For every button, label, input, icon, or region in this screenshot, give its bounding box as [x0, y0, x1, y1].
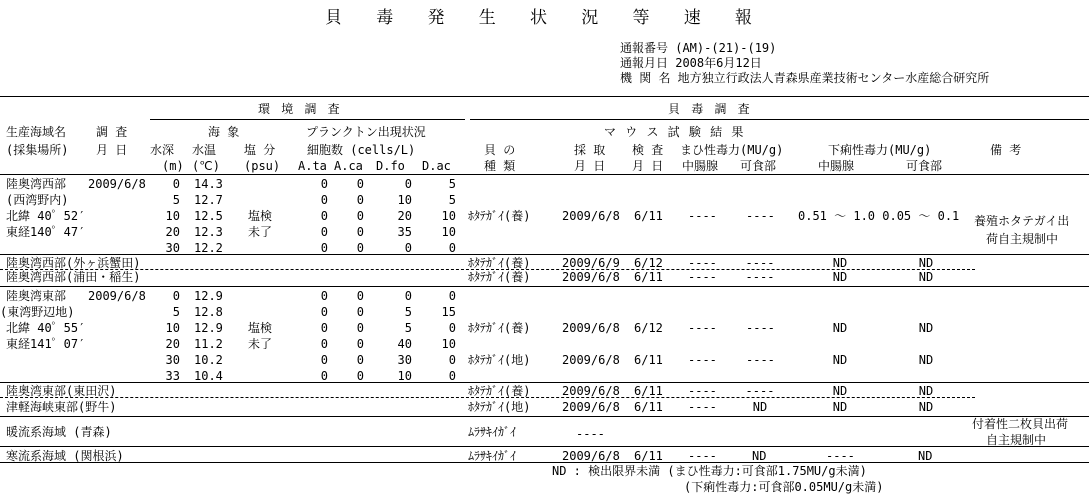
env-aca: 0	[356, 337, 364, 351]
row-psp-midgut: ----	[688, 270, 717, 284]
row-dashed-rule	[0, 397, 975, 398]
env-dfo: 30	[397, 353, 412, 367]
header-ocean: 海 象	[208, 125, 240, 139]
group1-salinity-2: 未了	[248, 225, 273, 239]
header-salinity: 塩 分	[244, 143, 276, 157]
header-psp: まひ性毒力(MU/g)	[680, 143, 784, 157]
header-mouse-test: マ ウ ス 試 験 結 果	[604, 125, 745, 139]
env-dac: 0	[448, 289, 456, 303]
header-area-sub: (採集場所)	[6, 143, 69, 157]
result-inspect: 6/11	[634, 353, 663, 367]
row-collect: 2009/6/9	[562, 256, 620, 270]
env-temp: 14.3	[194, 177, 223, 191]
env-depth: 33	[165, 369, 180, 383]
env-aca: 0	[356, 209, 364, 223]
table-bottom-rule	[0, 462, 1089, 463]
cold-area: 寒流系海域 (関根浜)	[6, 449, 124, 463]
env-temp: 12.8	[194, 305, 223, 319]
report-date: 通報月日 2008年6月12日	[620, 56, 762, 70]
cold-psp-midgut: ----	[688, 449, 717, 463]
env-aca: 0	[356, 241, 364, 255]
cold-inspect: 6/11	[634, 449, 663, 463]
result-dsp-midgut: ND	[832, 321, 848, 335]
env-dfo: 35	[397, 225, 412, 239]
env-ata: 0	[320, 193, 328, 207]
env-depth: 30	[165, 353, 180, 367]
result-inspect: 6/12	[634, 321, 663, 335]
env-aca: 0	[356, 193, 364, 207]
footer-note-dsp: (下痢性毒力:可食部0.05MU/g未満)	[684, 480, 884, 494]
env-ata: 0	[320, 369, 328, 383]
header-shell: 貝 の	[484, 143, 516, 157]
group1-salinity-1: 塩検	[248, 209, 273, 223]
group1-inspect: 6/11	[634, 209, 663, 223]
row-area: 陸奥湾西部(浦田・稲生)	[6, 270, 141, 284]
row-shell: ﾎﾀﾃｶﾞｲ(養)	[468, 270, 531, 284]
header-psp-midgut: 中腸腺	[682, 159, 719, 173]
header-collect: 採 取	[574, 143, 606, 157]
group1-collect: 2009/6/8	[562, 209, 620, 223]
env-dac: 15	[441, 305, 456, 319]
row-psp-edible: ----	[745, 384, 775, 398]
env-dac: 0	[448, 241, 456, 255]
env-depth: 10	[165, 209, 180, 223]
header-depth: 水深	[150, 143, 175, 157]
env-ata: 0	[320, 177, 328, 191]
env-dfo: 10	[397, 369, 412, 383]
row-dsp-midgut: ND	[832, 256, 848, 270]
env-dac: 10	[441, 209, 456, 223]
group1-psp-edible: ----	[746, 209, 775, 223]
header-temp: 水温	[192, 143, 217, 157]
env-ata: 0	[320, 241, 328, 255]
row-collect: 2009/6/8	[562, 400, 620, 414]
row-dsp-edible: ND	[918, 270, 934, 284]
header-area: 生産海域名	[6, 125, 67, 139]
env-dac: 5	[448, 193, 456, 207]
row-area: 陸奥湾東部(東田沢)	[6, 384, 117, 398]
env-temp: 12.7	[194, 193, 223, 207]
env-aca: 0	[356, 225, 364, 239]
env-temp: 12.9	[194, 321, 223, 335]
result-collect: 2009/6/8	[562, 321, 620, 335]
row-dsp-edible: ND	[918, 384, 934, 398]
group2-salinity-2: 未了	[248, 337, 273, 351]
header-survey-date: 月 日	[96, 143, 128, 157]
group2-bottom-rule	[0, 382, 1089, 383]
result-shell: ﾎﾀﾃｶﾞｲ(養)	[468, 321, 531, 335]
header-salinity-unit: (psu)	[244, 159, 281, 173]
warm-area: 暖流系海域 (青森)	[6, 425, 112, 439]
cold-dsp-midgut: ----	[826, 449, 855, 463]
env-dfo: 5	[404, 305, 412, 319]
group2-survey-date: 2009/6/8	[88, 289, 146, 303]
env-aca: 0	[356, 305, 364, 319]
row-psp-midgut: ----	[688, 400, 717, 414]
header-collect-date: 月 日	[574, 159, 606, 173]
row-dsp-midgut: ND	[832, 400, 848, 414]
env-aca: 0	[356, 289, 364, 303]
group1-shell: ﾎﾀﾃｶﾞｲ(養)	[468, 209, 531, 223]
result-collect: 2009/6/8	[562, 353, 620, 367]
env-dac: 5	[448, 177, 456, 191]
result-dsp-midgut: ND	[832, 353, 848, 367]
cold-psp-edible: ND	[752, 449, 767, 463]
cold-top-rule	[0, 446, 1089, 447]
env-ata: 0	[320, 337, 328, 351]
env-dfo: 5	[404, 321, 412, 335]
env-ata: 0	[320, 289, 328, 303]
cold-shell: ﾑﾗｻｷｲｶﾞｲ	[468, 449, 517, 463]
header-psp-edible: 可食部	[740, 159, 777, 173]
header-dsp: 下痢性毒力(MU/g)	[828, 143, 932, 157]
result-dsp-edible: ND	[918, 353, 934, 367]
env-aca: 0	[356, 353, 364, 367]
env-depth: 20	[165, 337, 180, 351]
row-psp-midgut: ----	[688, 384, 717, 398]
header-cells: 細胞数 (cells/L)	[307, 143, 416, 157]
warm-dash: ----	[576, 427, 605, 441]
header-depth-unit: (m)	[162, 159, 184, 173]
row-inspect: 6/12	[634, 256, 663, 270]
env-dfo: 0	[404, 241, 412, 255]
footer-note-nd: ND : 検出限界未満 (まひ性毒力:可食部1.75MU/g未満)	[552, 464, 867, 478]
row-psp-edible: ----	[745, 256, 775, 270]
env-depth: 10	[165, 321, 180, 335]
env-temp: 12.5	[194, 209, 223, 223]
group1-lon: 東経140゜47′	[6, 225, 86, 239]
group1-psp-midgut: ----	[688, 209, 717, 223]
env-aca: 0	[356, 177, 364, 191]
header-inspect-date: 月 日	[632, 159, 664, 173]
env-temp: 12.3	[194, 225, 223, 239]
header-toxin-survey: 貝 毒 調 査	[668, 102, 752, 116]
group1-area-sub: (西湾野内)	[6, 193, 69, 207]
group1-area: 陸奥湾西部	[6, 177, 67, 191]
env-dac: 10	[441, 337, 456, 351]
group1-remark-2: 荷自主規制中	[986, 232, 1059, 246]
header-env-survey: 環 境 調 査	[258, 102, 342, 116]
header-dsp-midgut: 中腸腺	[818, 159, 855, 173]
result-shell: ﾎﾀﾃｶﾞｲ(地)	[468, 353, 531, 367]
header-plankton: プランクトン出現状況	[306, 125, 426, 139]
group2-area-sub: (東湾野辺地)	[0, 305, 75, 319]
cold-dsp-edible: ND	[918, 449, 933, 463]
header-inspect: 検 査	[632, 143, 664, 157]
header-remarks: 備 考	[990, 143, 1022, 157]
header-ata: A.ta	[298, 159, 327, 173]
env-dfo: 10	[397, 193, 412, 207]
group2-area: 陸奥湾東部	[6, 289, 67, 303]
row-area: 津軽海峡東部(野牛)	[6, 400, 117, 414]
env-depth: 0	[172, 289, 180, 303]
env-ata: 0	[320, 305, 328, 319]
row-psp-edible: ND	[752, 400, 768, 414]
env-temp: 12.2	[194, 241, 223, 255]
env-temp: 11.2	[194, 337, 223, 351]
group2-salinity-1: 塩検	[248, 321, 273, 335]
group1-survey-date: 2009/6/8	[88, 177, 146, 191]
header-temp-unit: (℃)	[192, 159, 220, 173]
row-area: 陸奥湾西部(外ヶ浜蟹田)	[6, 256, 141, 270]
env-depth: 30	[165, 241, 180, 255]
row-psp-midgut: ----	[688, 256, 717, 270]
row-dsp-edible: ND	[918, 400, 934, 414]
env-dfo: 20	[397, 209, 412, 223]
row-inspect: 6/11	[634, 384, 663, 398]
row-collect: 2009/6/8	[562, 270, 620, 284]
header-dsp-edible: 可食部	[906, 159, 943, 173]
env-dfo: 40	[397, 337, 412, 351]
row-dsp-midgut: ND	[832, 384, 848, 398]
group1-lat: 北緯 40゜52′	[6, 209, 86, 223]
group1-dsp: 0.51 ～ 1.0 0.05 ～ 0.1	[798, 209, 960, 223]
group2-lon: 東経141゜07′	[6, 337, 86, 351]
header-toxin-rule	[470, 119, 1089, 120]
header-survey: 調 査	[96, 125, 128, 139]
result-psp-edible: ----	[746, 321, 775, 335]
group2-lat: 北緯 40゜55′	[6, 321, 86, 335]
env-dac: 0	[448, 369, 456, 383]
env-ata: 0	[320, 225, 328, 239]
env-aca: 0	[356, 321, 364, 335]
warm-shell: ﾑﾗｻｷｲｶﾞｲ	[468, 425, 517, 439]
env-depth: 5	[172, 193, 180, 207]
page-title: 貝 毒 発 生 状 況 等 速 報	[325, 8, 764, 28]
env-temp: 10.4	[194, 369, 223, 383]
table-top-rule	[0, 96, 1089, 97]
env-aca: 0	[356, 369, 364, 383]
row-shell: ﾎﾀﾃｶﾞｲ(地)	[468, 400, 531, 414]
header-dac: D.ac	[422, 159, 451, 173]
report-number: 通報番号 (AM)-(21)-(19)	[620, 41, 777, 55]
env-ata: 0	[320, 209, 328, 223]
group1-remark-1: 養殖ホタテガイ出	[974, 214, 1070, 228]
row-collect: 2009/6/8	[562, 384, 620, 398]
row-inspect: 6/11	[634, 270, 663, 284]
env-dfo: 0	[404, 177, 412, 191]
warm-top-rule	[0, 416, 1089, 417]
result-psp-edible: ----	[746, 353, 775, 367]
group1-bottom-rule	[0, 254, 1089, 255]
env-ata: 0	[320, 353, 328, 367]
result-psp-midgut: ----	[688, 353, 717, 367]
row-inspect: 6/11	[634, 400, 663, 414]
env-dfo: 0	[404, 289, 412, 303]
row-shell: ﾎﾀﾃｶﾞｲ(養)	[468, 384, 531, 398]
cold-collect: 2009/6/8	[562, 449, 620, 463]
result-dsp-edible: ND	[918, 321, 934, 335]
header-bottom-rule	[0, 174, 1089, 175]
header-dfo: D.fo	[376, 159, 405, 173]
header-aca: A.ca	[334, 159, 363, 173]
env-dac: 10	[441, 225, 456, 239]
env-dac: 0	[448, 321, 456, 335]
report-agency: 機 関 名 地方独立行政法人青森県産業技術センター水産総合研究所	[620, 71, 990, 85]
env-depth: 20	[165, 225, 180, 239]
result-psp-midgut: ----	[688, 321, 717, 335]
env-ata: 0	[320, 321, 328, 335]
row-psp-edible: ----	[745, 270, 775, 284]
env-temp: 10.2	[194, 353, 223, 367]
env-temp: 12.9	[194, 289, 223, 303]
row-dsp-midgut: ND	[832, 270, 848, 284]
warm-remark-1: 付着性二枚貝出荷	[972, 417, 1069, 431]
env-dac: 0	[448, 353, 456, 367]
warm-remark-2: 自主規制中	[986, 433, 1047, 447]
env-depth: 0	[172, 177, 180, 191]
header-env-rule	[150, 119, 465, 120]
header-shell-type: 種 類	[484, 159, 516, 173]
row-dsp-edible: ND	[918, 256, 934, 270]
group2-top-rule	[0, 286, 1089, 287]
env-depth: 5	[172, 305, 180, 319]
row-shell: ﾎﾀﾃｶﾞｲ(養)	[468, 256, 531, 270]
